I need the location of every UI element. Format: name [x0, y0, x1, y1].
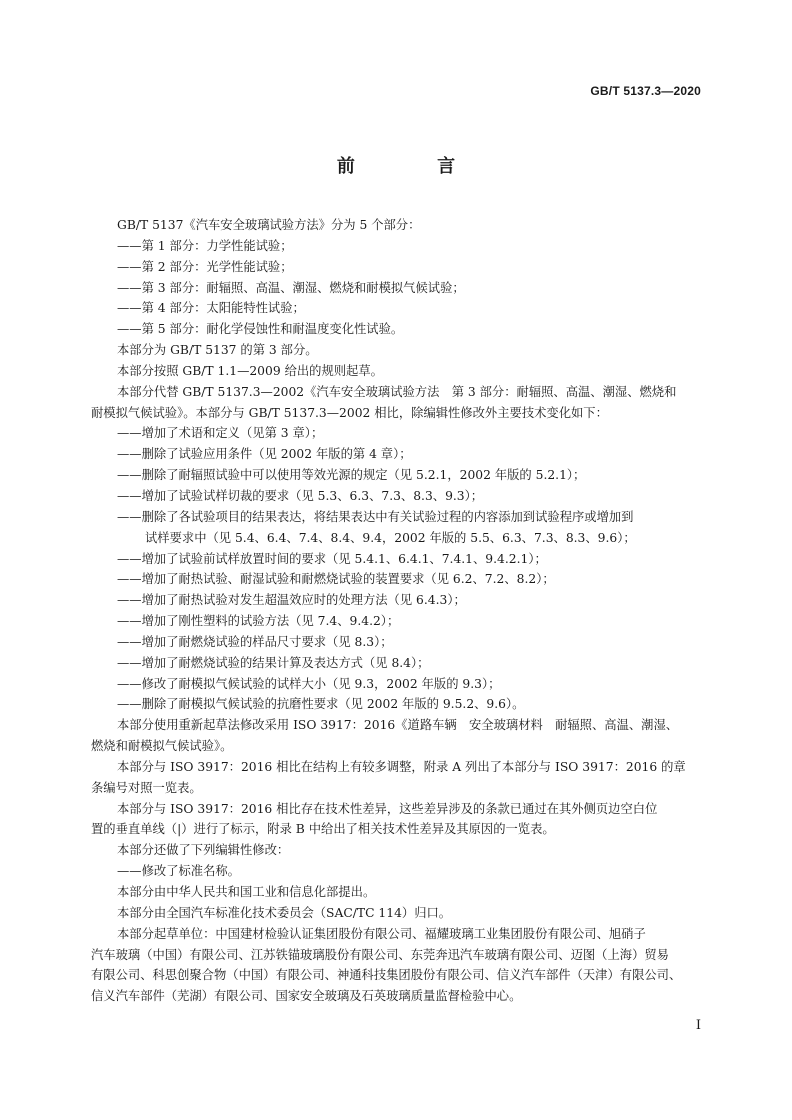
paragraph: 本部分代替 GB/T 5137.3—2002《汽车安全玻璃试验方法 第 3 部分：耐辐照、高温、潮湿、燃烧和: [117, 384, 677, 399]
list-item: ——删除了耐模拟气候试验的抗磨性要求（见 2002 年版的 9.5.2、9.6）。: [117, 697, 525, 712]
list-item-continuation: 试样要求中（见 5.4、6.4、7.4、8.4、9.4，2002 年版的 5.5、6.3、7.3、8.3、9.6）；: [145, 530, 636, 545]
paragraph-continuation: 有限公司、科思创聚合物（中国）有限公司、神通科技集团股份有限公司、信义汽车部件（天津）有限公司、: [91, 968, 682, 983]
list-item: ——第 3 部分：耐辐照、高温、潮湿、燃烧和耐模拟气候试验；: [117, 280, 465, 295]
paragraph: 本部分由全国汽车标准化技术委员会（SAC/TC 114）归口。: [117, 905, 452, 920]
list-item: ——增加了术语和定义（见第 3 章）；: [117, 426, 324, 441]
page-number: I: [695, 1018, 701, 1033]
paragraph: 本部分使用重新起草法修改采用 ISO 3917：2016《道路车辆 安全玻璃材料 耐辐照、高温、潮湿、: [117, 718, 679, 733]
list-item: ——增加了刚性塑料的试验方法（见 7.4、9.4.2）；: [117, 614, 400, 629]
list-item: ——修改了标准名称。: [117, 864, 240, 879]
page-title: 前 言: [336, 156, 494, 177]
list-item: ——修改了耐模拟气候试验的试样大小（见 9.3，2002 年版的 9.3）；: [117, 676, 501, 691]
paragraph: 本部分还做了下列编辑性修改：: [117, 843, 290, 858]
paragraph-continuation: 置的垂直单线（|）进行了标示，附录 B 中给出了相关技术性差异及其原因的一览表。: [91, 822, 555, 837]
list-item: ——第 4 部分：太阳能特性试验；: [117, 301, 305, 316]
paragraph: 本部分与 ISO 3917：2016 相比存在技术性差异，这些差异涉及的条款已通过在其外侧页边空白位: [117, 801, 658, 816]
document-body: [91, 215, 703, 1007]
list-item: ——增加了试验试样切裁的要求（见 5.3、6.3、7.3、8.3、9.3）；: [117, 488, 484, 503]
paragraph-continuation: 汽车玻璃（中国）有限公司、江苏铁锚玻璃股份有限公司、东莞奔迅汽车玻璃有限公司、迈图（上海）贸易: [91, 947, 669, 962]
list-item: ——删除了试验应用条件（见 2002 年版的第 4 章）；: [117, 447, 412, 462]
list-item: ——删除了耐辐照试验中可以使用等效光源的规定（见 5.2.1，2002 年版的 5.2.1）；: [117, 468, 586, 483]
list-item: ——第 1 部分：力学性能试验；: [117, 238, 293, 253]
paragraph-continuation: 条编号对照一览表。: [91, 780, 202, 795]
paragraph-continuation: 耐模拟气候试验》。本部分与 GB/T 5137.3—2002 相比，除编辑性修改外主要技术变化如下：: [91, 405, 608, 420]
paragraph: 本部分由中华人民共和国工业和信息化部提出。: [117, 885, 376, 899]
list-item: ——增加了耐燃烧试验的样品尺寸要求（见 8.3）；: [117, 634, 393, 649]
list-item: ——增加了耐热试验、耐湿试验和耐燃烧试验的装置要求（见 6.2、7.2、8.2）；: [117, 572, 555, 587]
list-item: ——增加了试验前试样放置时间的要求（见 5.4.1、6.4.1、7.4.1、9.4.2.1）；: [117, 551, 547, 566]
list-item: ——第 5 部分：耐化学侵蚀性和耐温度变化性试验。: [117, 322, 404, 337]
paragraph: 本部分与 ISO 3917：2016 相比在结构上有较多调整，附录 A 列出了本部分与 ISO 3917：2016 的章: [117, 759, 686, 774]
paragraph: GB/T 5137《汽车安全玻璃试验方法》分为 5 个部分：: [117, 218, 421, 232]
list-item: ——第 2 部分：光学性能试验；: [117, 259, 293, 274]
standard-code: GB/T 5137.3—2020: [590, 84, 701, 98]
list-item: ——删除了各试验项目的结果表达，将结果表达中有关试验过程的内容添加到试验程序或增加到: [117, 509, 634, 524]
list-item: ——增加了耐燃烧试验的结果计算及表达方式（见 8.4）；: [117, 655, 430, 670]
paragraph-continuation: 燃烧和耐模拟气候试验》。: [91, 739, 233, 754]
paragraph: 本部分为 GB/T 5137 的第 3 部分。: [117, 343, 318, 358]
list-item: ——增加了耐热试验对发生超温效应时的处理方法（见 6.4.3）；: [117, 593, 466, 608]
paragraph: 本部分起草单位：中国建材检验认证集团股份有限公司、福耀玻璃工业集团股份有限公司、旭硝子: [117, 926, 646, 941]
paragraph: 本部分按照 GB/T 1.1—2009 给出的规则起草。: [117, 363, 383, 378]
paragraph-continuation: 信义汽车部件（芜湖）有限公司、国家安全玻璃及石英玻璃质量监督检验中心。: [91, 989, 522, 1004]
